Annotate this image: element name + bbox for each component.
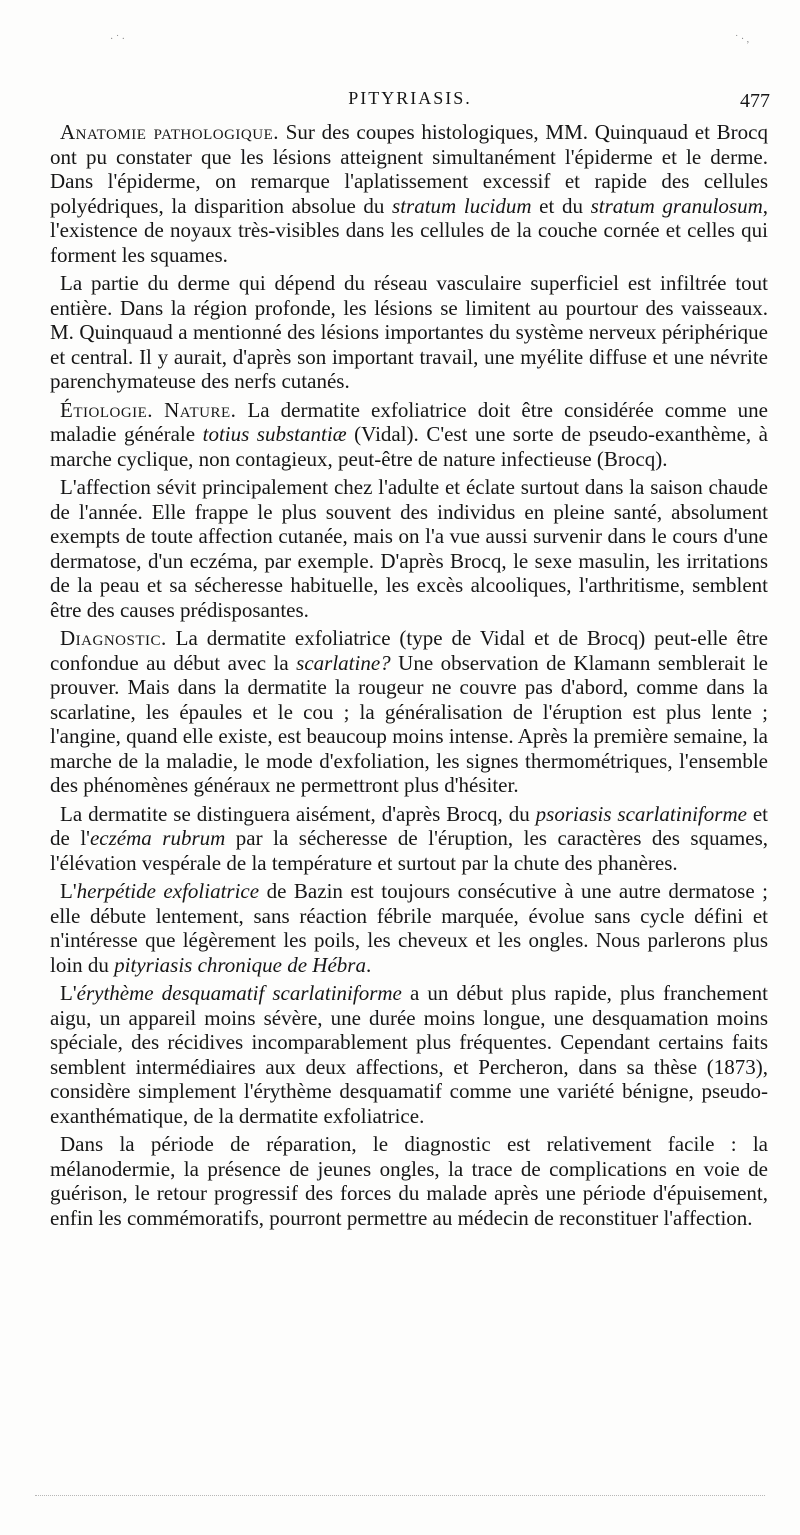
paragraph — [50, 475, 768, 622]
page-body — [50, 120, 768, 1234]
paragraph — [50, 626, 768, 798]
text-run: La dermatite exfoliatrice doit être considérée comme une maladie générale — [50, 397, 769, 446]
section-heading: Diagnostic. — [60, 626, 167, 650]
text-run: La dermatite exfoliatrice (type de Vidal et de Brocq) peut-elle être confondue au début avec la — [50, 626, 768, 675]
text-run: . — [365, 952, 372, 977]
text-run: Une observation de Klamann semblerait le prouver. Mais dans la dermatite la rougeur ne couvre pas d'abord, comme dans la scarlatine, les épaules et le cou ; la généralisation de l'éruption est plus lente ; l'angine, quand elle existe, est beaucoup moins intense. Après la première semaine, la marche de la maladie, le mode d'exfoliation, les signes thermométriques, l'ensemble des phénomènes généraux ne permettront plus d'hésiter. — [50, 650, 768, 797]
paragraph — [50, 802, 768, 876]
text-run: de Bazin est toujours consécutive à une autre dermatose ; elle débute lentement, sans réaction fébrile marquée, évolue sans cycle défini et n'intéresse que légèrement les poils, les cheveux et les ongles. Nous parlerons plus loin du — [50, 879, 768, 977]
italic-term: érythème desquamatif scarlatiniforme — [76, 981, 402, 1005]
text-run — [153, 398, 164, 422]
paragraph — [50, 120, 768, 267]
italic-term: totius substantiæ — [202, 422, 347, 446]
text-run: , l'existence de noyaux très-visibles dans les cellules de la couche cornée et celles qui forment les squames. — [50, 193, 769, 267]
text-run: (Vidal). C'est une sorte de pseudo-exanthème, à marche cyclique, non contagieux, peut-être de nature infectieuse (Brocq). — [50, 422, 768, 471]
text-run: L' — [60, 879, 77, 903]
section-heading: Étiologie. — [60, 397, 154, 422]
print-speck: ˙ · , — [735, 34, 750, 45]
italic-term: eczéma rubrum — [89, 826, 226, 850]
italic-term: psoriasis scarlatiniforme — [535, 801, 747, 826]
page-header — [50, 88, 770, 118]
italic-term: herpétide exfoliatrice — [76, 879, 260, 903]
text-run: L'affection sévit principalement chez l'adulte et éclate surtout dans la saison chaude de l'année. Elle frappe le plus souvent des individus en pleine santé, absolument exempts de toute affection cutanée, mais on l'a vue aussi survenir dans le cours d'une dermatose, d'un eczéma, par exemple. D'après Brocq, le sexe masulin, les irritations de la peau et sa sécheresse habituelle, les excès alcooliques, l'arthritisme, semblent être des causes prédisposantes. — [50, 475, 768, 622]
text-run: a un début plus rapide, plus franchement aigu, un appareil moins sévère, une durée moins longue, une desquamation moins spéciale, des récidives incomparablement plus fréquentes. Cependant certains faits semblent intermédiaires aux deux affections, et Percheron, dans sa thèse (1873), considère simplement l'érythème desquamatif comme une variété bénigne, pseudo-exanthématique, de la dermatite exfoliatrice. — [50, 981, 768, 1128]
page-number: 477 — [740, 90, 770, 112]
text-run: L' — [60, 981, 77, 1005]
paragraph — [50, 398, 768, 472]
text-run: Sur des coupes histologiques, MM. Quinquaud et Brocq ont pu constater que les lésions atteignent simultanément l'épiderme et le derme. Dans l'épiderme, on remarque l'aplatissement excessif et rapide des cellules polyédriques, la disparition absolue du — [50, 120, 768, 218]
text-run: et du — [531, 193, 591, 218]
text-run: par la sécheresse de l'éruption, les caractères des squames, l'élévation vespérale de la température et surtout par la chute des phanères. — [50, 826, 768, 875]
italic-term: stratum lucidum — [392, 193, 532, 218]
italic-term: stratum granulosum — [590, 193, 763, 218]
section-heading: Anatomie pathologique. — [60, 120, 279, 144]
paragraph — [50, 879, 768, 977]
italic-term: pityriasis chronique de Hébra — [114, 952, 366, 977]
text-run: et de l' — [50, 801, 769, 850]
paragraph — [50, 271, 768, 394]
paragraph — [50, 1132, 768, 1230]
paragraph — [50, 981, 768, 1128]
text-run: Dans la période de réparation, le diagnostic est relativement facile : la mélanodermie, la présence de jeunes ongles, la trace de complications en voie de guérison, le retour progressif des forces du malade après une période d'épuisement, enfin les commémoratifs, pourront permettre au médecin de reconstituer l'affection. — [50, 1132, 768, 1230]
running-title: PITYRIASIS. — [348, 88, 472, 108]
text-run: La dermatite se distinguera aisément, d'après Brocq, du — [60, 801, 536, 826]
italic-term: scarlatine? — [296, 650, 391, 675]
text-run: La partie du derme qui dépend du réseau vasculaire superficiel est infiltrée tout entière. Dans la région profonde, les lésions se limitent au pourtour des vaisseaux. M. Quinquaud a mentionné des lésions importantes du système nerveux périphérique et central. Il y aurait, d'après son important travail, une myélite diffuse et une névrite parenchymateuse des nerfs cutanés. — [50, 271, 768, 393]
section-heading: Nature. — [164, 397, 237, 422]
bottom-rule-noise — [35, 1495, 765, 1496]
print-speck: · ˙ · — [110, 34, 125, 45]
